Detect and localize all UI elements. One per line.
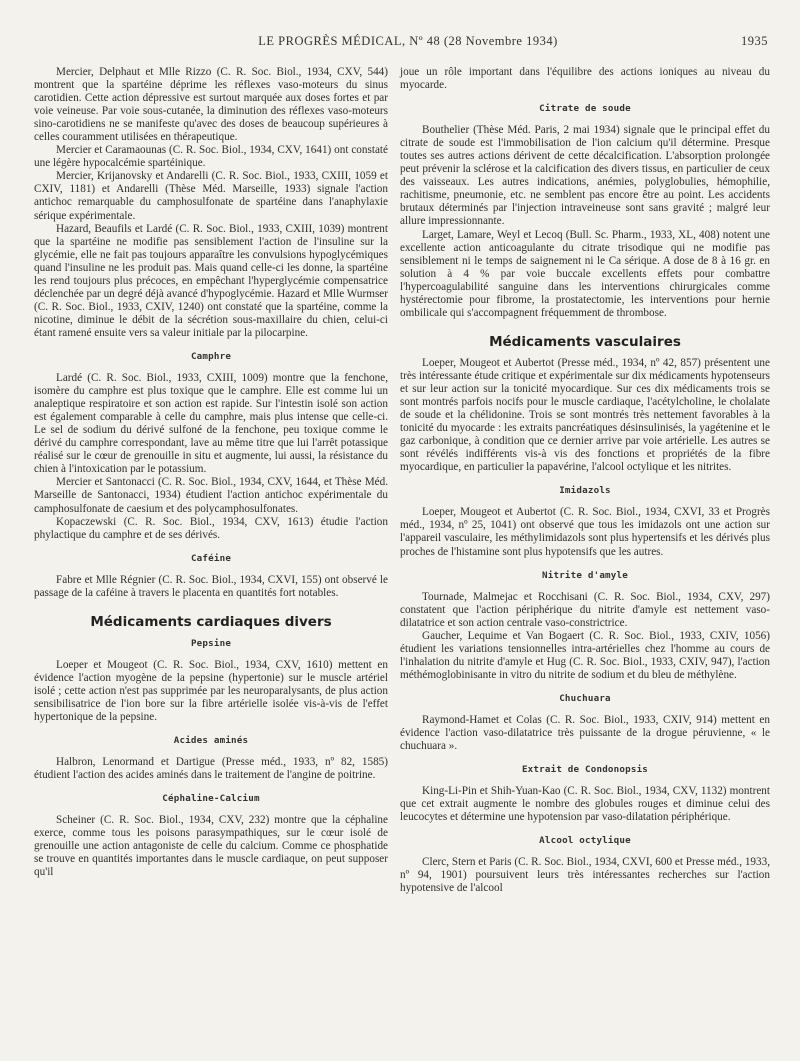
left-column <box>34 66 388 880</box>
page-header <box>48 34 768 52</box>
section-heading-vasculaires: Médicaments vasculaires <box>489 333 681 350</box>
subheading-alcool: Alcool octylique <box>539 835 631 847</box>
paragraph: Bouthelier (Thèse Méd. Paris, 2 mai 1934) signale que le principal effet du citrate de soude est l'immobilisation de l'ion calcium qu'il détermine. Presque toutes ses autres actions dérivent de cette décalcification. L'absorption prolongée peut prévenir la sclérose et la calcification des divers tissus, en particulier de ceux des vaisseaux. Les autres indications, anémies, polyglobulies, hémophilie, rachitisme, pneumonie, etc. ne semblent pas encore être au point. Les accidents brutaux déterminés par l'injection intraveineuse sont sans gravité ; malgré leur allure impressionnante. <box>400 124 770 228</box>
paragraph: Mercier, Krijanovsky et Andarelli (C. R. Soc. Biol., 1933, CXIII, 1059 et CXIV, 1181) et Andarelli (Thèse Méd. Marseille, 1933) signale l'action antichoc remarquable du camphosulfonate de spartéine dans l'anaphylaxie sérique expérimentale. <box>34 170 388 222</box>
paragraph: Mercier, Delphaut et Mlle Rizzo (C. R. Soc. Biol., 1934, CXV, 544) montrent que la spartéine déprime les réflexes vaso-moteurs du sinus carotidien. Cette action dépressive est surtout marquée aux doses fortes et par voie veineuse. Par voie sous-cutanée, la diminution des réflexes vaso-moteurs sino-carotidiens ne se manifeste qu'avec des doses de beaucoup supérieures à celles couramment utilisées en thérapeutique. <box>34 66 388 144</box>
paragraph: Loeper, Mougeot et Aubertot (Presse méd., 1934, nº 42, 857) présentent une très intéressante étude critique et expérimentale sur dix médicaments hypotenseurs et sur leur action sur la tonicité myocardique. Sur ces dix médicaments trois se sont montrés parfois nocifs pour le muscle cardiaque, l'acétylcholine, le cholalate de soude et la chélidonine. Trois se sont montrés très nettement favorables à la tonicité du myocarde : les extraits pancréatiques désinsulinisés, la yagétenine et le gaz carbonique, à condition que ce dernier arrive par voie artérielle. Les autres se sont révélés indifférents vis-à vis des fonctions et propriétés de la fibre myocardique, en particulier la papavérine, l'alcool octylique et les nitrites. <box>400 356 770 474</box>
paragraph: Hazard, Beaufils et Lardé (C. R. Soc. Biol., 1933, CXIII, 1039) montrent que la spartéine ne modifie pas sensiblement l'action de l'insuline sur la glycémie, elle ne fait pas toujours apparaître les convulsions hypoglycémiques quand l'insuline ne les produit pas. Mais quand celle-ci les donne, la spartéine les rend toujours plus précoces, en empêchant l'hyperglycémie compensatrice déclenchée par un degré déjà avancé d'hypoglycémie. Hazard et Mlle Wurmser (C. R. Soc. Biol., 1933, CXIV, 1240) ont constaté que la spartéine, comme la nicotine, diminue le débit de la sécrétion sous-maxillaire du chien, celui-ci étant ramené ensuite vers sa valeur initiale par la pilocarpine. <box>34 222 388 339</box>
paragraph: Mercier et Caramaounas (C. R. Soc. Biol., 1934, CXV, 1641) ont constaté une légère hypocalcémie spartéinique. <box>34 144 388 170</box>
paragraph: King-Li-Pin et Shih-Yuan-Kao (C. R. Soc. Biol., 1934, CXV, 1132) montrent que cet extrait augmente le nombre des globules rouges et diminue celui des leucocytes et détermine une hypotension par vaso-dilatation périphérique. <box>400 785 770 824</box>
paragraph: Gaucher, Lequime et Van Bogaert (C. R. Soc. Biol., 1933, CXIV, 1056) étudient les variations tensionnelles intra-artérielles chez l'homme au cours de l'inhalation du nitrite d'amyle et Hug (C. R. Soc. Biol., 1933, CXIV, 947), l'action méthémoglobinisante in vitro du nitrite de sodium et du bleu de méthylène. <box>400 629 770 681</box>
paragraph: Larget, Lamare, Weyl et Lecoq (Bull. Sc. Pharm., 1933, XL, 408) notent une excellente action anticoagulante du citrate trisodique qui ne modifie pas sensiblement ni le temps de saignement ni le Ca sérique. A dose de 8 à 16 gr. en solution à 4 % par voie buccale excellents effets pour combattre l'hypercoagulabilité sanguine dans les interventions chirurgicales comme hystérectomie pour fibrome, la prostatectomie, les interventions pour hernie ombilicale qui s'accompagnent fréquemment de thrombose. <box>400 228 770 319</box>
paragraph: Loeper et Mougeot (C. R. Soc. Biol., 1934, CXV, 1610) mettent en évidence l'action myogène de la pepsine (hypertonie) sur le muscle artériel isolé ; cette action n'est pas supprimée par les neuroparalysants, de plus action sensibilisatrice de l'ion bore sur la fibre artérielle isolée vis-à-vis de l'effet hypertonique de la pepsine. <box>34 658 388 724</box>
section-heading-cardiaques: Médicaments cardiaques divers <box>90 613 332 630</box>
subheading-imidazols: Imidazols <box>559 485 611 497</box>
subheading-citrate: Citrate de soude <box>539 103 631 115</box>
subheading-camphre: Camphre <box>190 350 232 362</box>
journal-title: LE PROGRÈS MÉDICAL, Nº 48 (28 Novembre 1934) <box>258 34 558 48</box>
paragraph: Fabre et Mlle Régnier (C. R. Soc. Biol., 1934, CXVI, 155) ont observé le passage de la caféine à travers le placenta en quantités fort notables. <box>34 573 388 599</box>
paragraph: Scheiner (C. R. Soc. Biol., 1934, CXV, 232) montre que la céphaline exerce, comme tous les poisons parasympathiques, sur le cœur isolé de grenouille une action antagoniste de celle du calcium. Comme ce phosphatide se trouve en quantités importantes dans le muscle cardiaque, on peut supposer qu'il <box>34 814 388 879</box>
subheading-cephaline: Céphaline-Calcium <box>162 793 260 805</box>
subheading-cafeine: Caféine <box>190 552 232 564</box>
subheading-pepsine: Pepsine <box>190 637 232 649</box>
subheading-condonopsis: Extrait de Condonopsis <box>521 764 649 776</box>
paragraph: Kopaczewski (C. R. Soc. Biol., 1934, CXV, 1613) étudie l'action phylactique du camphre et de ses dérivés. <box>34 515 388 541</box>
paragraph: Mercier et Santonacci (C. R. Soc. Biol., 1934, CXV, 1644, et Thèse Méd. Marseille de Santonacci, 1934) étudient l'action antichoc expérimentale du camphosulfonate de caesium et des polycamphosulfonates. <box>34 476 388 515</box>
subheading-acides-amines: Acides aminés <box>173 735 249 747</box>
paragraph: Lardé (C. R. Soc. Biol., 1933, CXIII, 1009) montre que la fenchone, isomère du camphre est plus toxique que le camphre. Elle est comme lui un analeptique respiratoire et son action est rapide. Sur l'intestin isolé son action est également comparable à celle du camphre, mais plus intense que celle-ci. Le sel de sodium du dérivé sulfoné de la fenchone, peu toxique comme le dérivé du camphre correspondant, lave au même titre que lui l'arrêt potassique réalisé sur le cœur de grenouille in situ et augmente, lui aussi, la résistance du chien à l'intoxication par le potassium. <box>34 372 388 476</box>
right-column <box>400 66 770 895</box>
paragraph: Clerc, Stern et Paris (C. R. Soc. Biol., 1934, CXVI, 600 et Presse méd., 1933, nº 94, 1901) poursuivent leurs très intéressantes recherches sur l'action hypotensive de l'alcool <box>400 856 770 895</box>
paragraph: Raymond-Hamet et Colas (C. R. Soc. Biol., 1933, CXIV, 914) mettent en évidence l'action vaso-dilatatrice très puissante de la drogue péruvienne, « le chuchuara ». <box>400 713 770 753</box>
paragraph: Halbron, Lenormand et Dartigue (Presse méd., 1933, nº 82, 1585) étudient l'action des acides aminés dans le traitement de l'angine de poitrine. <box>34 756 388 782</box>
paragraph: Tournade, Malmejac et Rocchisani (C. R. Soc. Biol., 1934, CXV, 297) constatent que l'action périphérique du nitrite d'amyle est nettement vaso-dilatatrice et son action centrale vaso-constrictrice. <box>400 590 770 629</box>
paragraph: Loeper, Mougeot et Aubertot (C. R. Soc. Biol., 1934, CXVI, 33 et Progrès méd., 1934, nº 25, 1041) ont observé que tous les imidazols ont une action sur l'appareil vasculaire, les méthylimidazols sont plus hypertensifs et les dérivés plus proches de l'histamine sont plus hypotensifs que les autres. <box>400 506 770 558</box>
subheading-nitrite: Nitrite d'amyle <box>542 569 628 581</box>
page-number: 1935 <box>741 34 768 48</box>
paragraph: joue un rôle important dans l'équilibre des actions ioniques au niveau du myocarde. <box>400 66 770 92</box>
subheading-chuchuara: Chuchuara <box>559 692 611 704</box>
